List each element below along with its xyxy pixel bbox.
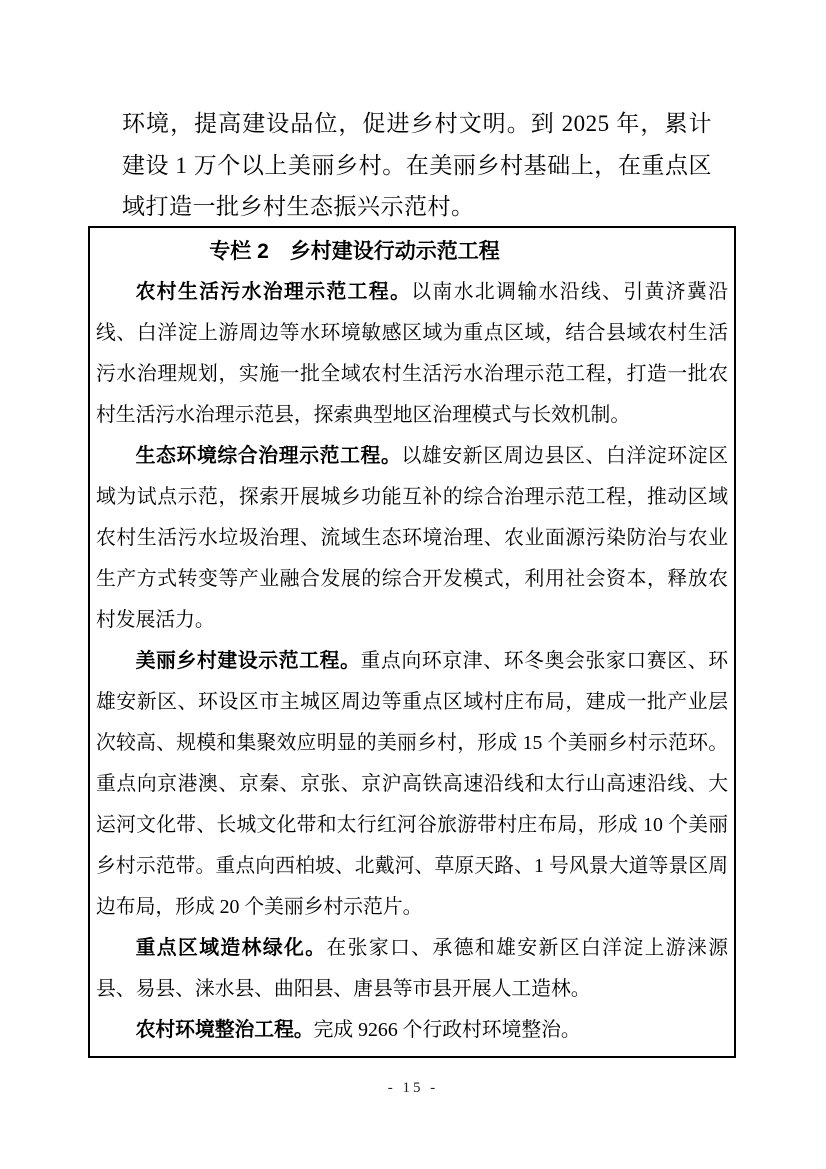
paragraph-body: 重点向环京津、环冬奥会张家口赛区、环雄安新区、环设区市主城区周边等重点区域村庄布局，建成一批产业层次较高、规模和集聚效应明显的美丽乡村，形成 15 个美丽乡村示范环。重点向京港澳、京秦、京张、京沪高铁高速沿线和太行山高速沿线、大运河文化带、长城文化带和太行红河谷旅游带村庄布局，形成 10 个美丽乡村示范带。重点向西柏坡、北戴河、草原天路、1 号风景大道等景区周边布局，形成 20 个美丽乡村示范片。 — [96, 650, 728, 918]
box-paragraph-beautiful-village — [96, 641, 728, 928]
paragraph-body: 在张家口、承德和雄安新区白洋淀上游涞源县、易县、涞水县、曲阳县、唐县等市县开展人工造林。 — [96, 937, 728, 1000]
paragraph-body: 以南水北调输水沿线、引黄济冀沿线、白洋淀上游周边等水环境敏感区域为重点区域，结合县域农村生活污水治理规划，实施一批全域农村生活污水治理示范工程，打造一批农村生活污水治理示范县，探索典型地区治理模式与长效机制。 — [96, 281, 728, 426]
paragraph-heading: 美丽乡村建设示范工程。 — [135, 650, 361, 672]
paragraph-body: 以雄安新区周边县区、白洋淀环淀区域为试点示范，探索开展城乡功能互补的综合治理示范工程，推动区域农村生活污水垃圾治理、流域生态环境治理、农业面源污染防治与农业生产方式转变等产业融合发展的综合开发模式，利用社会资本，释放农村发展活力。 — [96, 445, 728, 631]
column-box-title: 专栏 2 乡村建设行动示范工程 — [209, 240, 500, 263]
box-paragraph-afforestation — [96, 928, 728, 1010]
paragraph-heading: 生态环境综合治理示范工程。 — [135, 445, 402, 467]
paragraph-heading: 农村生活污水治理示范工程。 — [135, 281, 412, 303]
paragraph-body: 完成 9266 个行政村环境整治。 — [313, 1019, 581, 1041]
paragraph-heading: 重点区域造林绿化。 — [135, 937, 327, 959]
box-paragraph-sewage — [96, 272, 728, 436]
column-box — [88, 226, 736, 1058]
paragraph-heading: 农村环境整治工程。 — [135, 1019, 314, 1041]
box-paragraph-env-renovation — [96, 1010, 728, 1051]
box-paragraph-eco-treatment — [96, 436, 728, 641]
intro-paragraph: 环境，提高建设品位，促进乡村文明。到 2025 年，累计建设 1 万个以上美丽乡村。在美丽乡村基础上，在重点区域打造一批乡村生态振兴示范村。 — [122, 111, 712, 219]
page-number: - 15 - — [387, 1080, 439, 1096]
